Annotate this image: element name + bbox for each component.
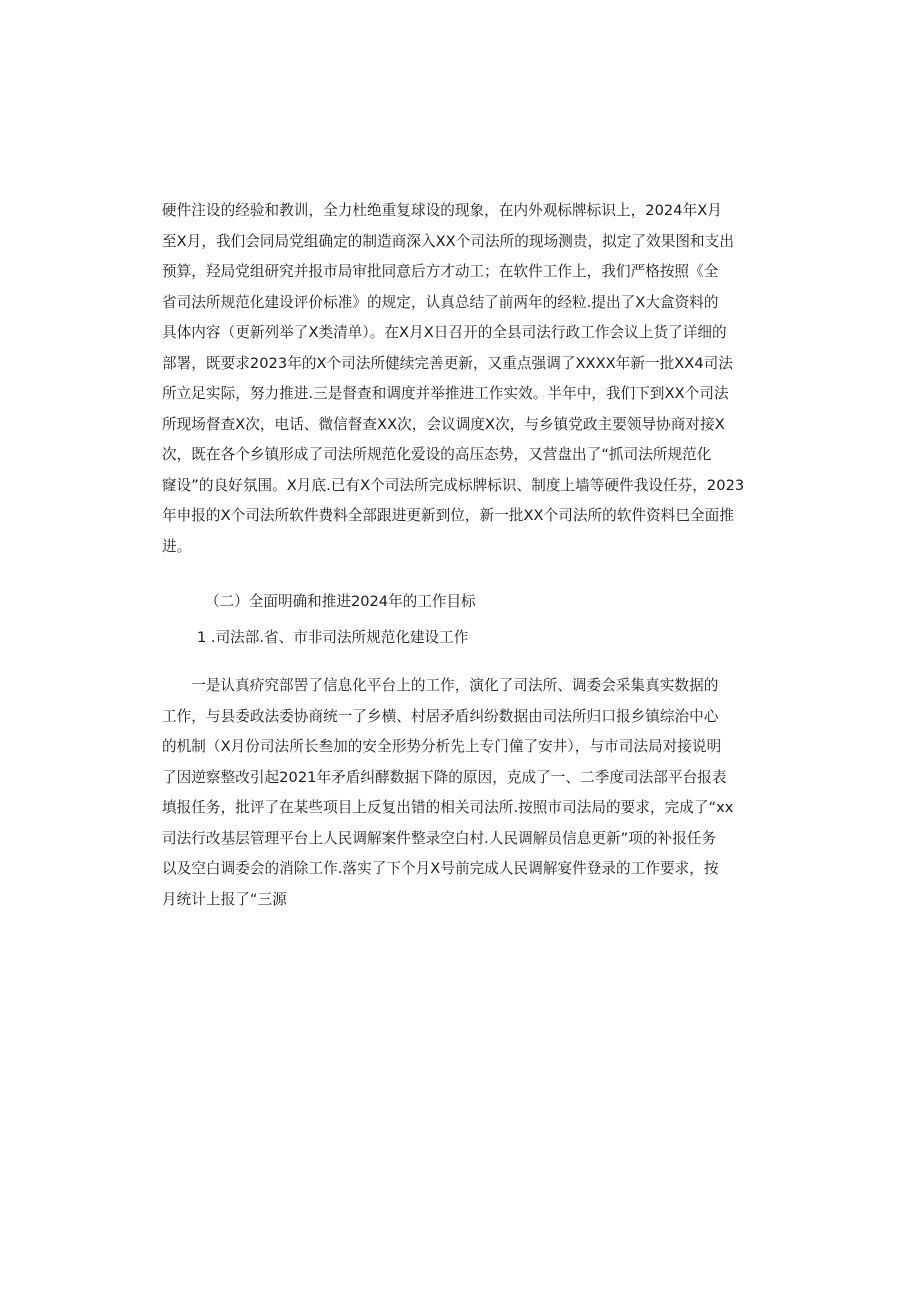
subsection-heading: 1 .司法部.省、市非司法所规范化建设工作 (197, 629, 469, 646)
paragraph-line: 一是认真疥究部罟了信息化平台上的工作，演化了司法所、调委会采集真实数据的 (191, 677, 719, 694)
paragraph-line: 硬件注设的经验和教训，全力杜绝重复球设的现象，在内外观标牌标识上，2024年X月 (162, 202, 722, 219)
paragraph-line: 所立足实际，努力推进.三是督查和调度并举推进工作实效。半年中，我们下到XX个司法 (162, 385, 729, 402)
paragraph-line: 的机制（X月份司法所长叁加的安全形势分析先上专门僮了安井），与市司法局对接说明 (162, 738, 722, 755)
paragraph-line: 部署，既要求2023年的X个司法所健续完善更新，又重点强调了XXXX年新一批XX4司法 (162, 354, 733, 372)
paragraph-line: 工作，与县委政法委协商统一了乡横、村居矛盾纠纷数据由司法所归口报乡镇综治中心 (162, 707, 719, 725)
paragraph-line: 填报任务，批评了在某些项目上反复出错的相关司法所.按照市司法局的要求，完成了“xx (162, 799, 734, 816)
paragraph-line: 所现场督查X次，电话、微信督查XX次，会议调度X次，与乡镇党政主要领导协商对接X (162, 415, 725, 433)
paragraph-line: 月统计上报了“三源 (162, 890, 287, 908)
section-heading: （二）全面明确和推进2024年的工作目标 (205, 593, 476, 610)
paragraph-line: 省司法所规范化建设评价标准》的规定，认真总结了前两年的经粒.提出了X大盒资料的 (162, 293, 719, 311)
paragraph-line: 次，既在各个乡镇形成了司法所规范化爱设的高压态势，又营盘出了“抓司法所规范化 (162, 446, 712, 463)
paragraph-line: 以及空白调委会的消除工作.落实了下个月X号前完成人民调解宴件登录的工作要求，按 (162, 860, 719, 877)
paragraph-line: 预算，羟局党组研究并报市局审批同意后方才动工；在软件工作上，我们严格按照《全 (162, 263, 719, 280)
paragraph-line: 至X月，我们会同局党组确定的制造商深入XX个司法所的现场测贵，拟定了效果图和支出 (162, 232, 734, 250)
paragraph-line: 具体内容（更新列举了X类清单）。在X月X日召开的全县司法行政工作会议上货了详细的 (162, 324, 727, 341)
paragraph-line: 年申报的X个司法所软件费料全部跟进更新到位，新一批XX个司法所的软件资料巳全面推 (162, 507, 734, 524)
body-paragraph-1 (162, 196, 762, 562)
paragraph-line: 司法行改基层管理平台上人民调解案件整录空白村.人民调解员信息更新”项的补报任务 (162, 829, 717, 847)
paragraph-line: 进。 (162, 537, 192, 555)
paragraph-line: 了因逆察整改引起2021年矛盾纠酵数据下降的原因，克成了一、二季度司法部平台报表 (162, 768, 727, 786)
body-paragraph-2 (162, 671, 762, 915)
paragraph-line: 窿设”的良好氛围。X月底.已有X个司法所完成标牌标识、制度上墙等硬件我设任芬，2023 (162, 476, 745, 494)
